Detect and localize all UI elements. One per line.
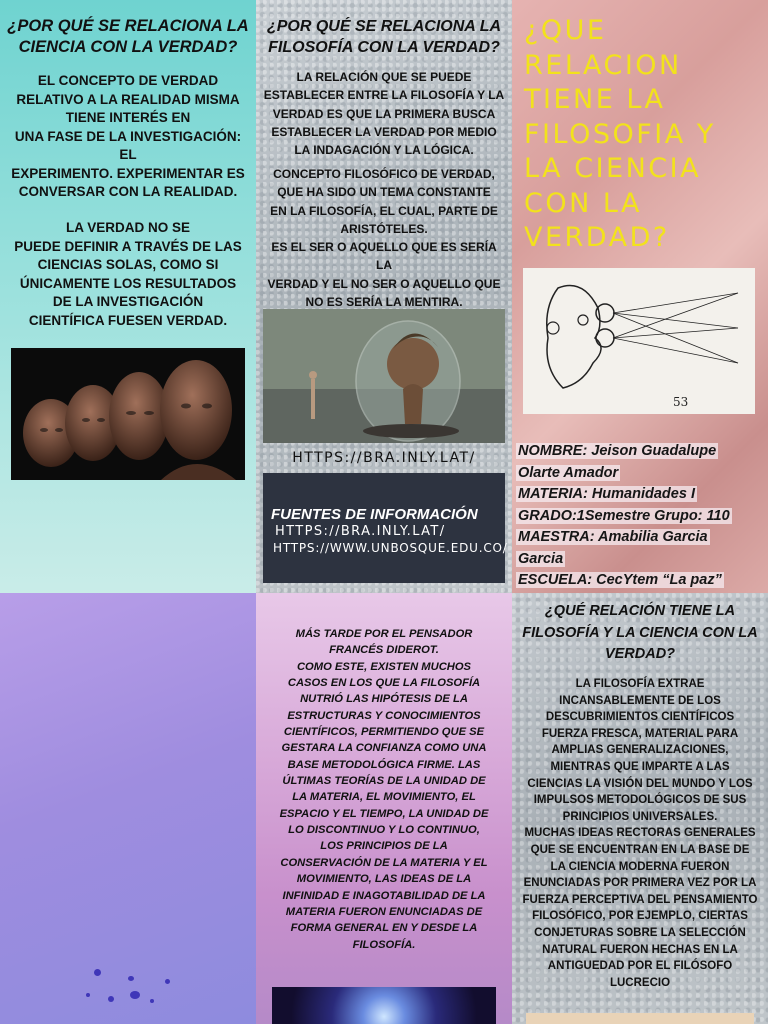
panel1-paragraph-1: EL CONCEPTO DE VERDAD RELATIVO A LA REALIDAD MISMA TIENE INTERÉS EN UNA FASE DE LA INVESTIGACIÓN: EL EXPERIMENTO. EXPERIMENTAR ES CONVERSAR CON LA REALIDAD. <box>11 73 245 199</box>
panel-diderot <box>256 593 512 1024</box>
paint-splatter <box>130 991 140 999</box>
info-materia: MATERIA: Humanidades I <box>518 486 695 502</box>
paint-splatter <box>128 976 134 981</box>
panel2-title: ¿POR QUÉ SE RELACIONA LA FILOSOFÍA CON LA VERDAD? <box>266 18 502 56</box>
paint-splatter <box>108 996 114 1002</box>
human-evolution-image <box>11 348 245 480</box>
bottom-image-strip <box>526 1013 754 1024</box>
panel-cover <box>512 0 768 593</box>
info-maestra-2: Garcia <box>518 550 564 567</box>
sources-heading: FUENTES DE INFORMACIÓN <box>271 506 478 523</box>
panel-ciencia-verdad <box>0 0 256 593</box>
paint-splatter <box>150 999 154 1003</box>
paint-splatter <box>94 969 101 976</box>
info-nombre-2: Olarte Amador <box>518 464 619 481</box>
panel-filosofia-ciencia <box>512 593 768 1024</box>
cover-title: ¿QUE RELACION TIENE LA FILOSOFIA Y LA CIENCIA CON LA VERDAD? <box>524 15 716 253</box>
panel1-title: ¿POR QUÉ SE RELACIONA LA CIENCIA CON LA VERDAD? <box>7 17 249 56</box>
info-nombre: NOMBRE: Jeison Guadalupe <box>518 443 717 459</box>
info-grado: GRADO:1Semestre Grupo: 110 <box>518 507 730 524</box>
panel-filosofia-verdad <box>256 0 512 593</box>
panel-decorative-purple <box>0 593 256 1024</box>
panel5-paragraph: MÁS TARDE POR EL PENSADOR FRANCÉS DIDEROT. COMO ESTE, EXISTEN MUCHOS CASOS EN LOS QUE LA FILOSOFÍA NUTRIÓ LAS HIPÓTESIS DE LA ESTRUCTURAS Y CONOCIMIENTOS CIENTÍFICOS, PERMITIENDO QUE SE GESTARA LA CONFIANZA COMO UNA BASE METODOLÓGICA FIRME. LAS ÚLTIMAS TEORÍAS DE LA UNIDAD DE LA MATERIA, EL MOVIMIENTO, EL ESPACIO Y EL TIEMPO, LA UNIDAD DE LO DISCONTINUO Y LO CONTINUO, LOS PRINCIPIOS DE LA CONSERVACIÓN DE LA MATERIA Y EL MOVIMIENTO, LAS IDEAS DE LA INFINIDAD E INAGOTABILIDAD DE LA MATERIA FUERON ENUNCIADAS DE FORMA GENERAL EN Y DESDE LA FILOSOFÍA. <box>279 628 489 951</box>
surreal-head-tree-image <box>263 309 505 443</box>
panel6-title: ¿QUÉ RELACIÓN TIENE LA FILOSOFÍA Y LA CIENCIA CON LA VERDAD? <box>522 603 758 662</box>
figure-number: 53 <box>673 395 689 409</box>
source-link-2[interactable]: HTTPS://WWW.UNBOSQUE.EDU.CO/ <box>273 541 508 555</box>
panel2-paragraph-1: LA RELACIÓN QUE SE PUEDE ESTABLECER ENTRE LA FILOSOFÍA Y LA VERDAD ES QUE LA PRIMERA BUSCA ESTABLECER LA VERDAD POR MEDIO LA INDAGACIÓN Y LA LÓGICA. <box>263 70 505 158</box>
image-source-link[interactable]: HTTPS://BRA.INLY.LAT/ <box>292 450 476 466</box>
source-link-1[interactable]: HTTPS://BRA.INLY.LAT/ <box>275 524 446 539</box>
student-info <box>516 441 766 592</box>
panel2-paragraph-2: CONCEPTO FILOSÓFICO DE VERDAD, QUE HA SIDO UN TEMA CONSTANTE EN LA FILOSOFÍA, EL CUAL, PARTE DE ARISTÓTELES. ES EL SER O AQUELLO QUE ES SERÍA LA VERDAD Y EL NO SER O AQUELLO QUE NO ES SERÍA LA MENTIRA. <box>267 167 501 310</box>
sources-box <box>263 473 508 583</box>
paint-splatter <box>165 979 170 984</box>
info-escuela: ESCUELA: CecYtem “La paz” <box>518 572 722 588</box>
cosmic-head-image <box>272 987 496 1024</box>
panel1-paragraph-2: LA VERDAD NO SE PUEDE DEFINIR A TRAVÉS DE LAS CIENCIAS SOLAS, COMO SI ÚNICAMENTE LOS RESULTADOS DE LA INVESTIGACIÓN CIENTÍFICA FUESEN VERDAD. <box>14 220 242 328</box>
panel6-paragraph: LA FILOSOFÍA EXTRAE INCANSABLEMENTE DE LOS DESCUBRIMIENTOS CIENTÍFICOS FUERZA FRESCA, MATERIAL PARA AMPLIAS GENERALIZACIONES, MIENTRAS QUE IMPARTE A LAS CIENCIAS LA VISIÓN DEL MUNDO Y LOS IMPULSOS METODOLÓGICOS DE SUS PRINCIPIOS UNIVERSALES. MUCHAS IDEAS RECTORAS GENERALES QUE SE ENCUENTRAN EN LA BASE DE LA CIENCIA MODERNA FUERON ENUNCIADAS POR PRIMERA VEZ POR LA FUERZA PERCEPTIVA DEL PENSAMIENTO FILOSÓFICO, POR EJEMPLO, CIERTAS CONJETURAS SOBRE LA SELECCIÓN NATURAL FUERON HECHAS EN LA ANTIGUEDAD POR EL FILÓSOFO LUCRECIO <box>522 678 758 989</box>
optics-engraving-image <box>523 268 755 414</box>
info-maestra: MAESTRA: Amabilia Garcia <box>518 529 708 545</box>
paint-splatter <box>86 993 90 997</box>
